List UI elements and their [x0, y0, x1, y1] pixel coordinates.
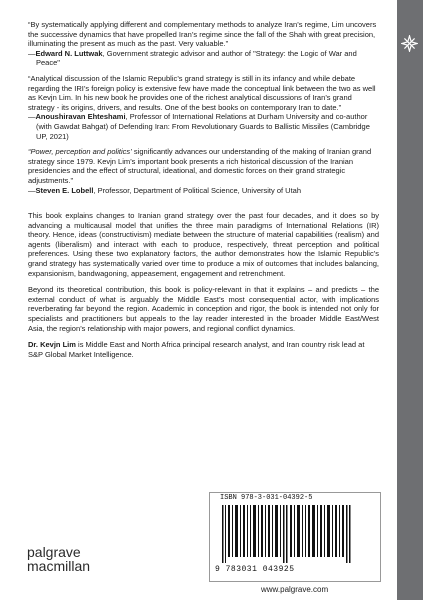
quote-3-text: significantly advances our understanding of the making of Iranian grand strategy since 1979. Kevjn Lim’s important book presents a rich historical discussion of the Iranian presidencies and the effect of structural, ideational, and domestic forces on their grand strategic adjustments.”: [28, 147, 372, 185]
isbn-label: ISBN 978-3-031-04392-5: [220, 494, 313, 502]
quote-3: [28, 147, 379, 195]
quote-2-author: Anoushiravan Ehteshami: [35, 112, 126, 122]
quote-2: [28, 74, 379, 141]
barcode-icon: [222, 505, 352, 563]
quote-1-affiliation: , Government strategic advisor and author of "Strategy: the Logic of War and Peace": [36, 48, 357, 68]
publisher-logo-line1: palgrave: [27, 544, 81, 560]
quote-3-text-wrap: [28, 147, 379, 185]
quote-3-attribution: —Steven E. Lobell, Professor, Department of Political Science, University of Utah: [28, 185, 302, 195]
publisher-logo: [27, 545, 90, 573]
quote-1: [28, 20, 379, 68]
publisher-logo-line2: macmillan: [27, 558, 91, 574]
quote-1-author: Edward N. Luttwak: [35, 48, 103, 58]
spine-strip: [397, 0, 423, 600]
quote-1-attribution: —Edward N. Luttwak, Government strategic advisor and author of "Strategy: the Logic of War and Peace": [28, 48, 357, 68]
description-paragraph-2: Beyond its theoretical contribution, this book is policy-relevant in that it explains – and predicts – the external conduct of what is arguably the Middle East’s most consequential actor, with implications reverberating far beyond the region. Academic in conception and rigor, the book is intended not only for specialists and practitioners but appeals to the lay reader interested in the broader Middle East/West Asia, the region’s relationship with major powers, and regional conflict dynamics.: [28, 285, 379, 333]
quote-3-author: Steven E. Lobell: [35, 185, 94, 195]
description-paragraph-1: This book explains changes to Iranian grand strategy over the past four decades, and it does so by advancing a multicausal model that unifies the three main paradigms of International Relations (IR) theory. Hence, ideas (constructivism) mediate between the structure of material capabilities (realism) and agents (liberalism) and interact with each to produce, respectively, threat perception and political preferences. Using these two explanatory factors, the author demonstrates how the Islamic Republic’s grand strategy has systematically varied over time to produce a mix of outcomes that includes balancing, expansionism, bandwagoning, appeasement, engagement and retrenchment.: [28, 211, 379, 278]
author-bio-text: is Middle East and North Africa principal research analyst, and Iran country risk lead at S&P Global Market Intelligence.: [28, 340, 365, 359]
isbn-barcode-box: [209, 492, 381, 582]
spacer: [28, 201, 379, 211]
author-bio: [28, 340, 379, 359]
cover-text-block: [28, 20, 379, 359]
quote-1-text: “By systematically applying different and complementary methods to analyze Iran’s regime, Lim uncovers the successive dynamics that have propelled Iran’s regime since the fall of the Shah with great precision, illuminating the present as much as the past. Very valuable.”: [28, 20, 377, 49]
quote-3-book-title: “Power, perception and politics’: [28, 147, 132, 157]
quote-2-attribution: —Anoushiravan Ehteshami, Professor of International Relations at Durham University and co-author (with Gawdat Bahgat) of Defending Iran: From Revolutionary Guards to Ballistic Missiles (Cambridge UP, 2021): [28, 112, 370, 141]
barcode-digits: 9 783031 043925: [215, 565, 295, 574]
quote-2-affiliation: , Professor of International Relations at Durham University and co-author (with Gawdat Bahgat) of Defending Iran: From Revolutionary Guards to Ballistic Missiles (Cambridge UP, 2021): [36, 112, 370, 141]
publisher-url[interactable]: www.palgrave.com: [261, 585, 329, 594]
quote-3-affiliation: , Professor, Department of Political Science, University of Utah: [93, 185, 302, 195]
springer-star-icon: [401, 35, 418, 52]
quote-2-text: “Analytical discussion of the Islamic Republic’s grand strategy is still in its infancy and while debate regarding the IRI’s foreign policy is extensive few have made the conceptual link between the two as well as Kevjn Lim. In his new book he provides one of the richest analytical discussions of Iran’s grand strategy - its origins, drivers, and results. One of the best books on contemporary Iran to date.”: [28, 73, 376, 112]
author-bio-name: Dr. Kevjn Lim: [28, 340, 76, 350]
